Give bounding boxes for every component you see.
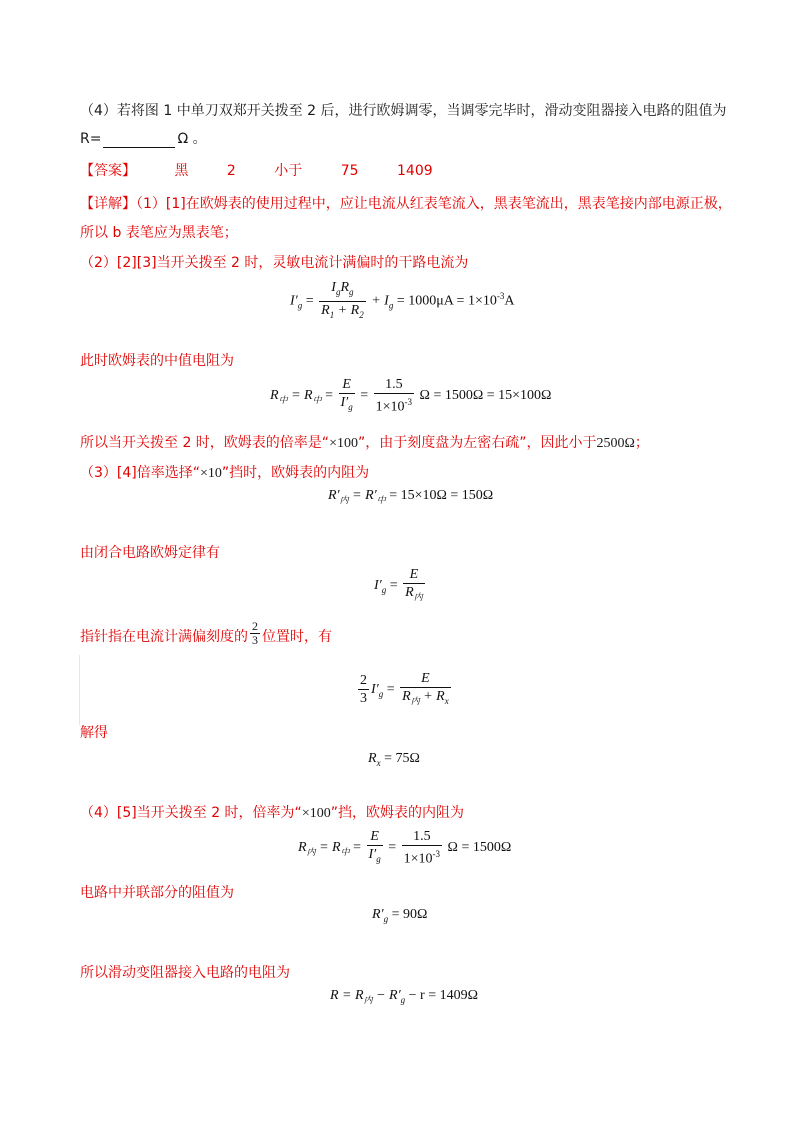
eq5-lhs-sub: g xyxy=(378,688,384,699)
answer-item-1: 黑 xyxy=(174,163,189,179)
eq2-r2-sub: 中 xyxy=(312,394,322,405)
eq2-r2: = R xyxy=(291,388,313,404)
eq9-r-sub: 内 xyxy=(363,994,373,1005)
question-4-line1: （4）若将图 1 中单刀双郑开关拨至 2 后，进行欧姆调零，当调零完毕时，滑动变阻器接入电路的阻值为 xyxy=(80,103,727,119)
answer-blank xyxy=(103,133,175,148)
eq1-tail-sup: -3 xyxy=(496,290,505,301)
detail-p8: 解得 xyxy=(80,725,108,741)
answer-item-2: 2 xyxy=(226,163,236,179)
equation-6 xyxy=(368,751,420,768)
eq7-num2: 1.5 xyxy=(402,828,442,846)
eq9-tail: − r = 1409Ω xyxy=(408,988,478,1003)
eq5-coef-num: 2 xyxy=(360,673,367,689)
equation-3 xyxy=(328,488,493,506)
eq1-num-i-sub: g xyxy=(335,286,341,297)
eq7-fraction-2 xyxy=(402,828,442,868)
p4-x100: ×100 xyxy=(329,436,358,451)
detail-p6: 由闭合电路欧姆定律有 xyxy=(80,545,220,561)
p5-x10: ×10 xyxy=(200,466,222,481)
eq7-den2-sup: -3 xyxy=(432,849,441,860)
eq5-den-r-sub: 内 xyxy=(410,695,420,706)
p9-text-b: ”挡，欧姆表的内阻为 xyxy=(330,805,464,821)
eq9-rg-sub: g xyxy=(400,994,406,1005)
p5-text-b: ”挡时，欧姆表的内阻为 xyxy=(221,465,370,481)
equation-4: $I'_g$ = $\frac{E}{R_内}$ xyxy=(374,566,427,606)
detail-p2: （2）[2][3]当开关拨至 2 时，灵敏电流计满偏时的干路电流为 xyxy=(80,255,469,271)
eq5-den-r: R xyxy=(402,689,411,704)
eq9-r: R = R xyxy=(330,988,364,1003)
eq4-num: E xyxy=(403,566,425,584)
equation-8 xyxy=(372,907,427,924)
eq5-num: E xyxy=(400,670,451,688)
ohm-unit: Ω 。 xyxy=(177,131,207,147)
eq2-num-e: E xyxy=(339,376,355,394)
eq7-den-sub: g xyxy=(376,853,381,864)
eq2-r-sub: 中 xyxy=(278,394,288,405)
p9-x100: ×100 xyxy=(301,806,331,821)
eq1-plus-ig: + I xyxy=(371,293,389,309)
eq1-lhs-sub: g xyxy=(297,300,303,311)
eq5-coef-den: 3 xyxy=(360,691,367,707)
eq2-r: R xyxy=(270,388,279,404)
eq3-r-inner: R′ xyxy=(328,488,340,503)
p4-text-c: ； xyxy=(634,435,649,451)
eq7-den2: 1×10 xyxy=(403,851,433,867)
p9-text-a: （4）[5]当开关拨至 2 时，倍率为“ xyxy=(80,805,302,821)
eq7-r2: = R xyxy=(319,840,341,856)
p7-text-a: 指针指在电流计满偏刻度的 xyxy=(80,629,248,645)
eq3-r-inner-sub: 内 xyxy=(339,494,349,505)
eq4-den-sub: 内 xyxy=(413,591,423,602)
detail-p9 xyxy=(80,802,464,822)
detail-p1-line2: 所以 b 表笔应为黑表笔； xyxy=(80,225,238,241)
p7-num: 2 xyxy=(252,618,258,633)
detail-p7 xyxy=(80,618,332,647)
equation-7: $R_内 = R_中$ = $\frac{E}{I'_g}$ = $\frac{1.5}{1\times 10^{-3}}$ Ω = 1500Ω xyxy=(298,829,512,867)
eq1-den-r2-sub: 2 xyxy=(359,309,364,320)
eq1-num-r: R xyxy=(340,280,350,295)
p7-den: 3 xyxy=(252,632,258,647)
eq1-den-r1-sub: 1 xyxy=(329,309,335,320)
eq4-den: R xyxy=(405,585,414,600)
eq1-tail: = 1000μA = 1×10 xyxy=(396,293,497,309)
eq2-num-15: 1.5 xyxy=(374,376,414,394)
eq2-den-ig-sub: g xyxy=(348,401,353,412)
eq8-lhs-sub: g xyxy=(383,913,389,924)
p7-text-b: 位置时，有 xyxy=(262,629,332,645)
eq7-r: R xyxy=(298,840,307,856)
eq5-fraction xyxy=(400,670,451,710)
eq8-lhs: R′ xyxy=(372,907,384,922)
r-label: R= xyxy=(80,131,102,147)
eq1-den-r1: R xyxy=(321,302,330,318)
p4-2500: 2500Ω xyxy=(596,436,635,451)
p4-text-a: 所以当开关拨至 2 时，欧姆表的倍率是“ xyxy=(80,435,330,451)
eq1-lhs: I′ xyxy=(290,293,298,309)
eq4-fraction xyxy=(403,566,425,606)
eq3-tail: = 15×10Ω = 150Ω xyxy=(389,488,494,503)
equation-2: $R_中 = R_中$ = $\frac{E}{I'_g}$ = $\frac{1.5}{1\times 10^{-3}}$ Ω = 1500Ω = 15×100Ω xyxy=(270,377,552,415)
eq2-den-1e-sup: -3 xyxy=(404,397,413,408)
answer-line xyxy=(80,160,433,180)
equation-1: $I'_g$ = $\frac{I_gR_g}{R_1 + R_2}$ + $I_g = 1000\mu A = 1\times 10^{-3}A$ xyxy=(290,279,514,324)
eq4-lhs-sub: g xyxy=(381,584,387,595)
eq5-den-rx: + R xyxy=(419,689,445,704)
eq2-tail: Ω = 1500Ω = 15×100Ω xyxy=(419,388,552,404)
eq7-num: E xyxy=(367,828,383,846)
answer-item-5: 1409 xyxy=(397,163,433,179)
left-margin-bar xyxy=(79,655,80,725)
eq7-tail: Ω = 1500Ω xyxy=(447,840,512,856)
detail-p3: 此时欧姆表的中值电阻为 xyxy=(80,353,234,369)
eq4-lhs: I′ xyxy=(374,578,382,594)
eq2-fraction-1 xyxy=(339,376,355,416)
eq8-rhs: = 90Ω xyxy=(391,907,428,922)
eq7-r-sub: 内 xyxy=(306,846,316,857)
eq1-plus-ig-sub: g xyxy=(388,300,394,311)
answer-item-4: 75 xyxy=(340,163,359,179)
eq6-lhs-sub: x xyxy=(376,757,381,768)
answer-label: 【答案】 xyxy=(80,163,136,179)
eq7-den: I′ xyxy=(368,847,377,862)
detail-p1-line1 xyxy=(80,193,732,213)
eq6-rhs: = 75Ω xyxy=(384,751,420,766)
eq9-rg: − R′ xyxy=(376,988,401,1003)
eq1-den-r2: + R xyxy=(334,302,360,318)
p7-fraction xyxy=(250,620,260,647)
eq7-r2-sub: 中 xyxy=(340,846,350,857)
detail-p4 xyxy=(80,432,649,452)
eq6-lhs: R xyxy=(368,751,377,766)
equation-9 xyxy=(330,988,478,1006)
eq1-fraction xyxy=(319,279,366,324)
eq3-r-mid-sub: 中 xyxy=(376,494,386,505)
eq1-tail-unit: A xyxy=(504,293,515,309)
eq1-num-i: I xyxy=(331,280,336,295)
eq7-fraction-1 xyxy=(367,828,383,868)
eq5-lhs: I′ xyxy=(371,682,379,698)
eq1-num-r-sub: g xyxy=(349,286,354,297)
eq5-coefficient xyxy=(358,672,369,707)
detail-p5 xyxy=(80,462,369,482)
equation-5: $\frac{2}{3}$ $I'_g$ = $\frac{E}{R_内 + R_x}$ xyxy=(356,670,453,710)
detail-label: 【详解】 xyxy=(80,196,136,212)
eq2-den-1e: 1×10 xyxy=(375,399,405,415)
p4-text-b: ”，由于刻度盘为左密右疏”，因此小于 xyxy=(357,435,597,451)
answer-item-3: 小于 xyxy=(274,163,303,179)
eq2-den-ig: I′ xyxy=(340,395,349,410)
eq5-den-rx-sub: x xyxy=(444,695,449,706)
p5-text-a: （3）[4]倍率选择“ xyxy=(80,465,200,481)
question-4-line2 xyxy=(80,128,207,148)
detail-p10: 电路中并联部分的阻值为 xyxy=(80,885,234,901)
eq2-fraction-2 xyxy=(374,376,414,416)
detail-p1-text: （1）[1]在欧姆表的使用过程中，应让电流从红表笔流入，黑表笔流出，黑表笔接内部电源正极， xyxy=(136,196,732,212)
detail-p11: 所以滑动变阻器接入电路的电阻为 xyxy=(80,965,290,981)
eq3-r-mid: = R′ xyxy=(352,488,377,503)
